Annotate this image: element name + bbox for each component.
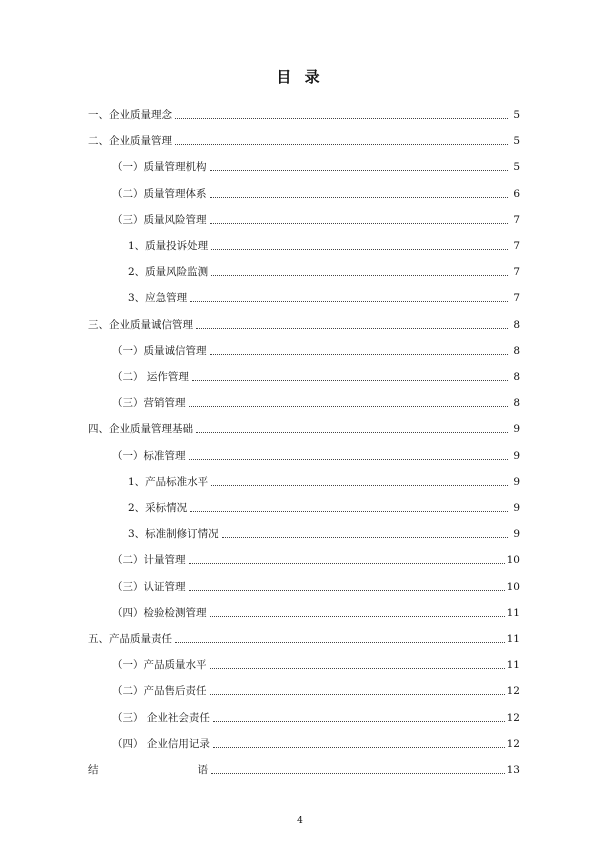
toc-entry-label: （二）计量管理 xyxy=(112,554,186,567)
toc-entry[interactable] xyxy=(88,312,520,332)
toc-leader-dots xyxy=(210,170,509,171)
toc-entry[interactable] xyxy=(128,521,520,541)
toc-entry-label: （四） 企业信用记录 xyxy=(112,737,210,750)
toc-entry-page: 10 xyxy=(506,554,520,567)
toc-leader-dots xyxy=(210,694,505,695)
toc-leader-dots xyxy=(189,590,505,591)
toc-entry[interactable] xyxy=(128,259,520,279)
toc-entry[interactable] xyxy=(128,469,520,489)
toc-entry-page: 9 xyxy=(513,475,520,488)
toc-entry[interactable] xyxy=(112,652,520,672)
toc-entry-label: （三）质量风险管理 xyxy=(112,213,207,226)
page-title: 目 录 xyxy=(276,68,324,86)
toc-entry-label: （一）质量管理机构 xyxy=(112,161,207,174)
toc-entry-page: 9 xyxy=(513,449,520,462)
toc-entry[interactable] xyxy=(112,364,520,384)
toc-entry-label: 一、企业质量理念 xyxy=(88,109,172,121)
toc-entry-page: 8 xyxy=(513,318,520,331)
toc-leader-dots xyxy=(192,380,508,381)
toc-entry-label: （三）营销管理 xyxy=(112,397,186,410)
toc-entry-label: （一）质量诚信管理 xyxy=(112,344,207,357)
toc-leader-dots xyxy=(211,773,505,774)
toc-leader-dots xyxy=(175,118,508,119)
toc-entry-page: 9 xyxy=(513,528,520,541)
toc-entry-label: 3、标准制修订情况 xyxy=(128,528,219,541)
toc-entry-label: 3、应急管理 xyxy=(128,292,188,305)
toc-leader-dots xyxy=(175,144,508,145)
toc-entry[interactable] xyxy=(112,154,520,174)
toc-leader-dots xyxy=(213,747,505,748)
toc-entry-page: 12 xyxy=(506,711,520,724)
toc-entry-page: 8 xyxy=(513,397,520,410)
toc-entry-page: 5 xyxy=(513,135,520,148)
toc-leader-dots xyxy=(213,721,505,722)
closing-label-left: 结 xyxy=(88,764,99,776)
toc-entry[interactable] xyxy=(112,731,520,751)
toc-entry-page: 5 xyxy=(513,161,520,174)
toc-leader-dots xyxy=(189,406,509,407)
toc-leader-dots xyxy=(210,223,509,224)
toc-entry[interactable] xyxy=(112,547,520,567)
page-number: 4 xyxy=(297,816,303,826)
toc-entry-page: 12 xyxy=(506,685,520,698)
toc-entry[interactable] xyxy=(112,678,520,698)
toc-entry-page: 7 xyxy=(513,292,520,305)
toc-entry[interactable] xyxy=(112,574,520,594)
toc-entry-page: 7 xyxy=(513,213,520,226)
toc-entry[interactable] xyxy=(128,233,520,253)
toc-entry-page: 8 xyxy=(513,371,520,383)
toc-entry-label: 1、质量投诉处理 xyxy=(128,240,209,252)
toc-entry-page: 12 xyxy=(506,737,520,750)
toc-entry[interactable] xyxy=(128,495,520,515)
toc-leader-dots xyxy=(210,354,509,355)
toc-leader-dots xyxy=(211,249,508,250)
toc-leader-dots xyxy=(189,563,505,564)
toc-entry-page: 10 xyxy=(506,580,520,593)
toc-entry-label: 二、企业质量管理 xyxy=(88,135,172,148)
toc-leader-dots xyxy=(196,328,508,329)
toc-entry-label: （三）认证管理 xyxy=(112,580,186,593)
toc-entry[interactable] xyxy=(88,102,520,122)
toc-entry-label: 2、采标情况 xyxy=(128,502,188,514)
closing-label-right: 语 xyxy=(197,764,208,776)
toc-entry-page: 7 xyxy=(513,266,520,279)
toc-entry[interactable] xyxy=(112,705,520,725)
toc-leader-dots xyxy=(175,642,505,643)
toc-entry[interactable] xyxy=(88,128,520,148)
toc-entry-closing[interactable] xyxy=(88,757,520,777)
toc-entry-page: 13 xyxy=(506,764,520,776)
toc-entry[interactable] xyxy=(112,600,520,620)
toc-entry[interactable] xyxy=(112,443,520,463)
toc-entry-page: 7 xyxy=(513,240,520,252)
toc-entry-page: 8 xyxy=(513,344,520,357)
toc-entry-page: 5 xyxy=(513,109,520,121)
toc-entry-page: 9 xyxy=(513,502,520,514)
toc-entry[interactable] xyxy=(88,626,520,646)
toc-entry-page: 9 xyxy=(513,423,520,436)
toc-entry-label xyxy=(88,763,209,777)
toc-entry-page: 11 xyxy=(506,606,520,619)
toc-leader-dots xyxy=(211,275,508,276)
toc-entry-label: 四、企业质量管理基础 xyxy=(88,423,193,436)
toc-entry-page: 11 xyxy=(506,659,520,672)
toc-entry-label: （一）产品质量水平 xyxy=(112,659,207,672)
toc-leader-dots xyxy=(190,511,508,512)
toc-entry[interactable] xyxy=(112,181,520,201)
toc-leader-dots xyxy=(210,197,509,198)
toc-entry-label: （二）产品售后责任 xyxy=(112,685,207,698)
toc-leader-dots xyxy=(196,432,508,433)
toc-entry-label: （三） 企业社会责任 xyxy=(112,711,210,724)
toc-entry-label: （二） 运作管理 xyxy=(112,371,189,383)
toc-leader-dots xyxy=(189,459,509,460)
toc-entry[interactable] xyxy=(112,338,520,358)
toc-entry-label: 2、质量风险监测 xyxy=(128,266,209,279)
toc-entry[interactable] xyxy=(128,285,520,305)
toc-leader-dots xyxy=(222,537,508,538)
toc-entry-label: （四）检验检测管理 xyxy=(112,606,207,619)
toc-entry-label: （一）标准管理 xyxy=(112,449,186,462)
toc-leader-dots xyxy=(210,616,505,617)
toc-entry-label: 三、企业质量诚信管理 xyxy=(88,318,193,331)
toc-entry-page: 11 xyxy=(506,633,520,645)
toc-leader-dots xyxy=(211,485,508,486)
toc-entry-label: （二）质量管理体系 xyxy=(112,187,207,200)
toc-entry-label: 五、产品质量责任 xyxy=(88,633,172,645)
toc-entry[interactable] xyxy=(112,207,520,227)
toc-entry[interactable] xyxy=(112,390,520,410)
toc-leader-dots xyxy=(210,668,505,669)
toc-entry-label: 1、产品标准水平 xyxy=(128,475,209,488)
toc-entry-page: 6 xyxy=(513,187,520,200)
toc-leader-dots xyxy=(190,301,508,302)
toc-entry[interactable] xyxy=(88,416,520,436)
